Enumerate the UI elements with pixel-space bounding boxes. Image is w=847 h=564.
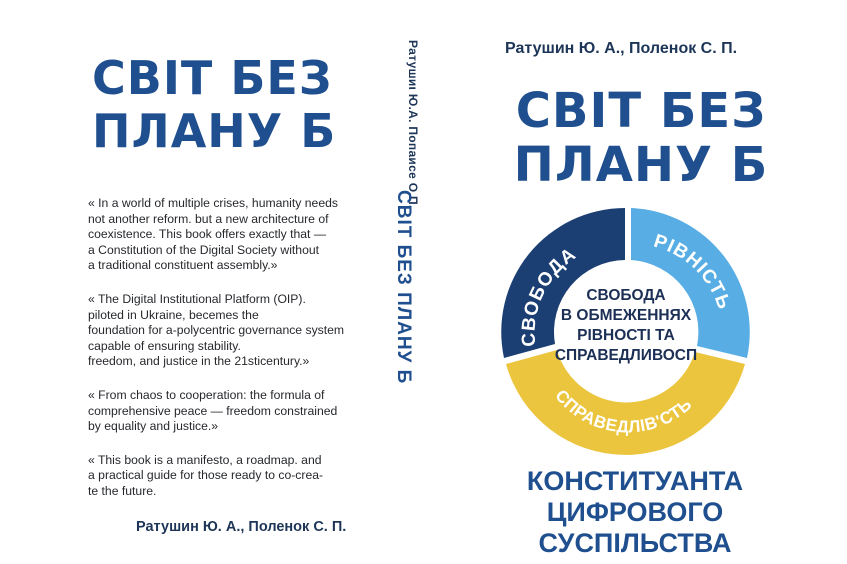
blurb-3: « From chaos to cooperation: the formula of comprehensive peace — freedom constrained by equality and justice.» xyxy=(88,387,338,434)
ring-label-equality: РІВНІСТЬ xyxy=(651,230,735,313)
back-cover-title xyxy=(92,52,392,158)
subtitle-line-2: ЦИФРОВОГО xyxy=(546,497,724,527)
spine-title: СВІТ БЕЗ ПЛАНУ Б xyxy=(393,190,414,385)
blurb-4: « This book is a manifesto, a roadmap. and a practical guide for those ready to co-crea- te the future. xyxy=(88,452,324,498)
ring-center-line-3: РІВНОСТІ ТА xyxy=(577,327,675,344)
front-title-line-1: СВІТ БЕЗ xyxy=(515,83,767,139)
front-cover-subtitle xyxy=(490,466,780,559)
spine-authors: Ратушиι Ю.А. Попаисе О.П. xyxy=(406,40,420,209)
blurb-1: « In a world of multiple crises, humanity needs not another reform. but a new architecture of coexistence. This book offers exactly that — a Constitution of the Digital Society without a traditional constituent assembly.» xyxy=(88,196,338,273)
ring-center-text xyxy=(547,286,705,366)
ring-label-justice: СПРАВЕДЛІВ'СТЬ xyxy=(551,386,696,437)
ring-center-line-1: СВОБОДА xyxy=(586,287,666,304)
front-cover-authors: Ратушин Ю. А., Поленок С. П. xyxy=(505,40,738,57)
ring-center-line-2: В ОБМЕЖЕННЯХ xyxy=(560,307,692,324)
ring-label-freedom: СВОБОДА xyxy=(518,243,581,348)
front-cover-title xyxy=(502,84,780,192)
back-cover-authors: Ратушин Ю. А., Поленок С. П. xyxy=(136,519,347,535)
front-title-line-2: ПЛАНУ Б xyxy=(513,137,769,193)
blurb-2: « The Digital Institutional Platform (OIP). piloted in Ukraine, becemes the foundation for a-polycentric governance system capable of ensuring stability. freedom, and justice in the 21sticentury.» xyxy=(88,291,345,369)
subtitle-line-3: СУСПІЛЬСТВА xyxy=(538,528,732,558)
back-cover-blurbs xyxy=(88,196,388,518)
back-title-line-1: СВІТ БЕЗ xyxy=(92,51,333,105)
ring-center-line-4: СПРАВЕДЛИВОСП xyxy=(554,347,698,364)
subtitle-line-1: КОНСТИТУАНТА xyxy=(526,466,744,496)
back-title-line-2: ПЛАНУ Б xyxy=(92,104,337,158)
